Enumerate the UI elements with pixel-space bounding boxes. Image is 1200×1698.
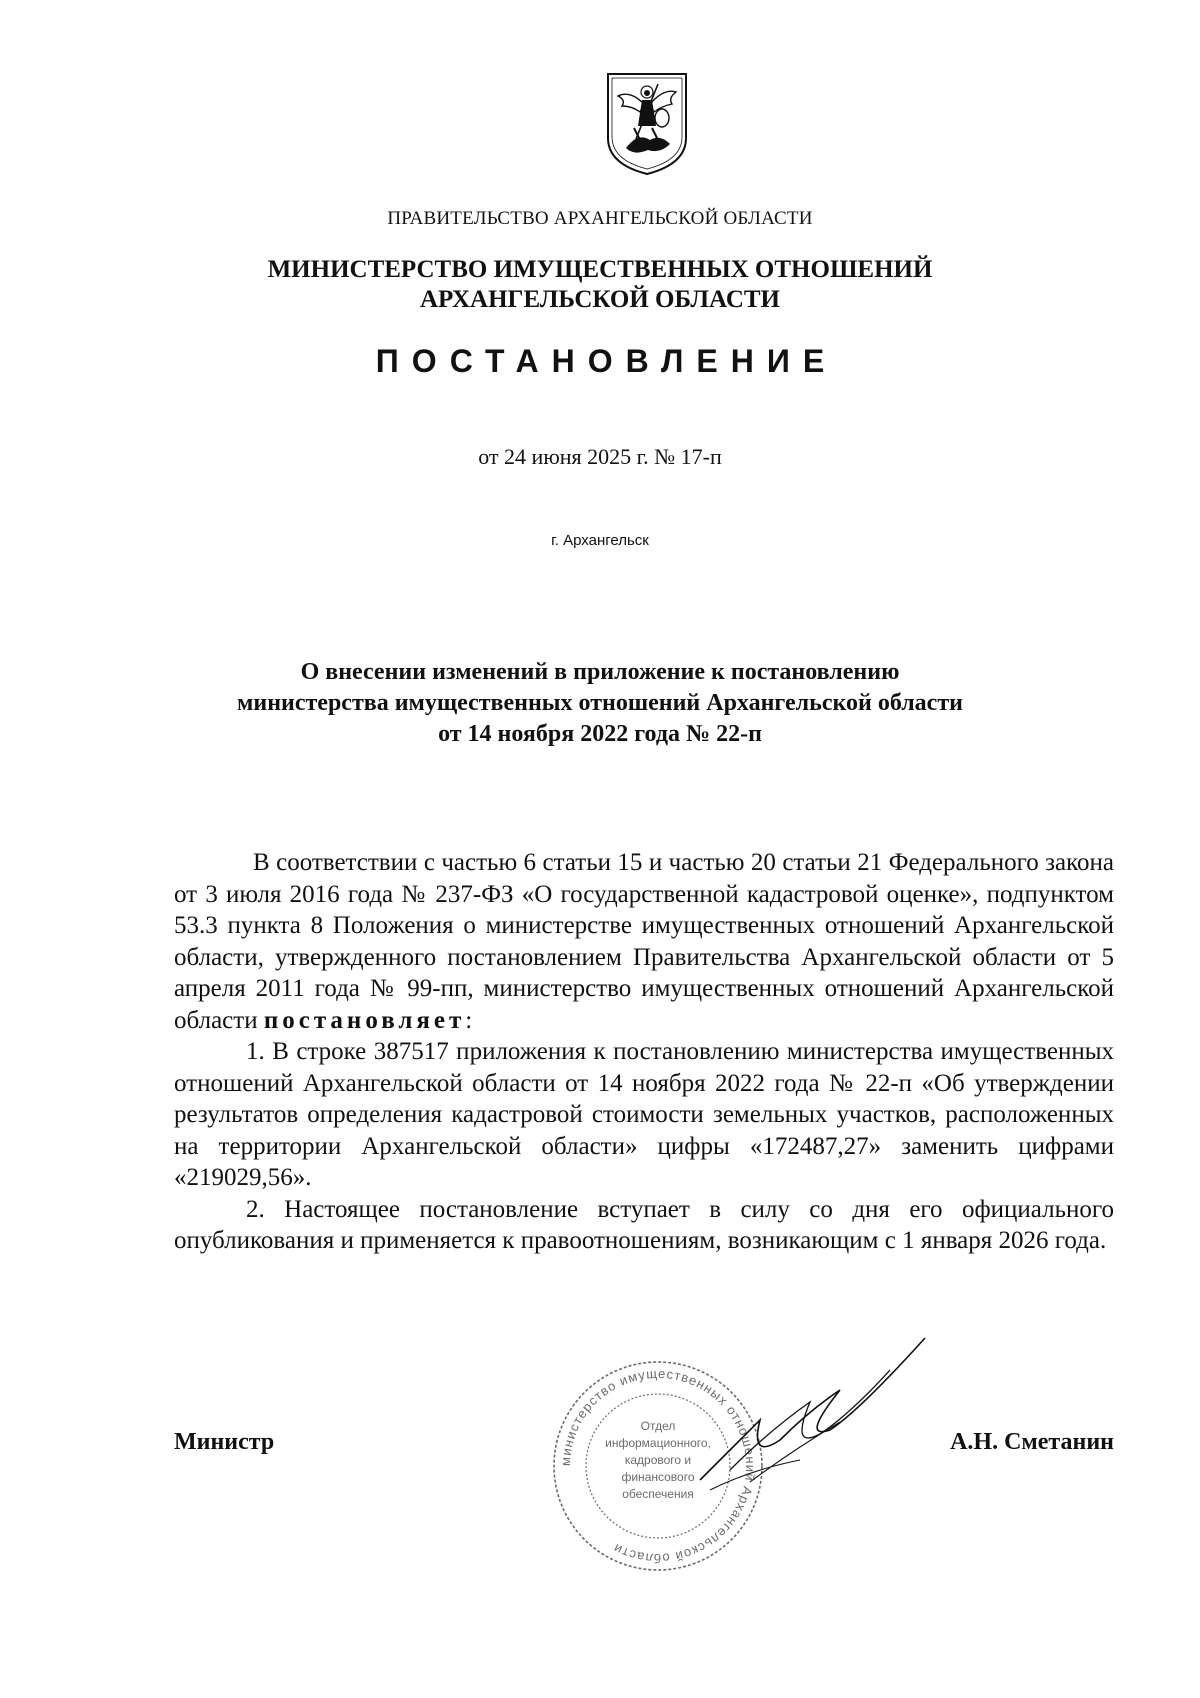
handwritten-signature-icon xyxy=(690,1330,930,1500)
preamble-paragraph xyxy=(174,847,1114,1036)
subject-line2: министерства имущественных отношений Архангельской области xyxy=(237,690,963,716)
stamp-inner-text: Отдел информационного, кадрового и финансового обеспечения xyxy=(605,1419,711,1501)
stamp-outer-text: министерство имущественных отношений Архангельской области xyxy=(557,1365,759,1567)
subject-line3: от 14 ноября 2022 года № 22-п xyxy=(438,721,762,747)
document-body xyxy=(174,847,1114,1257)
government-name: ПРАВИТЕЛЬСТВО АРХАНГЕЛЬСКОЙ ОБЛАСТИ xyxy=(387,208,813,229)
preamble-text: В соответствии с частью 6 статьи 15 и частью 20 статьи 21 Федерального закона от 3 июля 2016 года № 237-ФЗ «О государственной кадастровой оценке», подпунктом 53.3 пункта 8 Положения о министерстве имущественных отношений Архангельской области, утвержденного постановлением Правительства Архангельской области от 5 апреля 2011 года № 99-пп, министерство имущественных отношений Архангельской области xyxy=(174,849,1114,1034)
ministry-name xyxy=(0,255,1200,315)
subject-line1: О внесении изменений в приложение к постановлению xyxy=(300,659,900,685)
coat-of-arms-icon xyxy=(604,70,690,176)
signatory-title: Министр xyxy=(174,1429,275,1455)
resolves-colon: : xyxy=(465,1006,473,1034)
item-1-paragraph: 1. В строке 387517 приложения к постановлению министерства имущественных отношений Архангельской области от 14 ноября 2022 года № 22-п «Об утверждении результатов определения кадастровой стоимости земельных участков, расположенных на территории Архангельской области» цифры «172487,27» заменить цифрами «219029,56». xyxy=(174,1038,1114,1191)
item-2-paragraph: 2. Настоящее постановление вступает в силу со дня его официального опубликования и применяется к правоотношениям, возникающим с 1 января 2026 года. xyxy=(174,1195,1114,1254)
document-type: ПОСТАНОВЛЕНИЕ xyxy=(375,343,838,379)
signatory-name: А.Н. Сметанин xyxy=(950,1429,1114,1455)
ministry-name-line1: МИНИСТЕРСТВО ИМУЩЕСТВЕННЫХ ОТНОШЕНИЙ xyxy=(267,256,933,283)
date-and-number: от 24 июня 2025 г. № 17-п xyxy=(478,444,722,469)
resolves-word: постановляет xyxy=(263,1006,466,1034)
ministry-name-line2: АРХАНГЕЛЬСКОЙ ОБЛАСТИ xyxy=(420,286,780,313)
document-subject xyxy=(0,657,1200,750)
city: г. Архангельск xyxy=(551,532,649,549)
